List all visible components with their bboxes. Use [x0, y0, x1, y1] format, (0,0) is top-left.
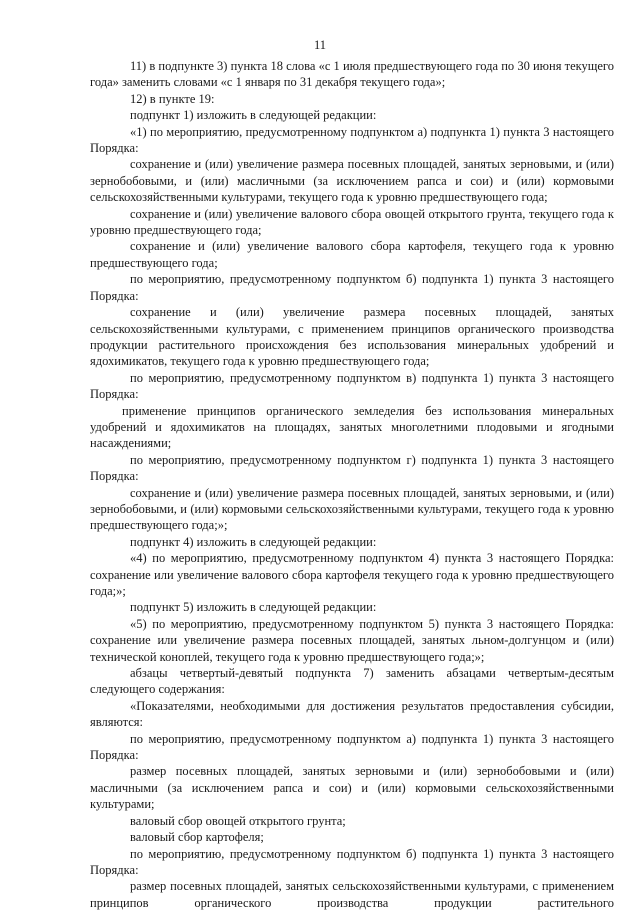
paragraph: абзацы четвертый-девятый подпункта 7) заменить абзацами четвертым-десятым следующего содержания:	[90, 666, 614, 697]
paragraph: по мероприятию, предусмотренному подпунктом б) подпункта 1) пункта 3 настоящего Порядка:	[90, 272, 614, 303]
paragraph: сохранение и (или) увеличение валового сбора овощей открытого грунта, текущего года к уровню предшествующего года;	[90, 206, 614, 238]
paragraph: подпункт 4) изложить в следующей редакции:	[130, 534, 377, 549]
paragraph: сохранение и (или) увеличение размера посевных площадей, занятых зерновыми, и (или) зернобобовыми, и (или) масличными (за исключением рапса и сои) и (или) кормовыми сельскохозяйственными культурами, текущего года к уровню предшествующего года;	[90, 157, 614, 205]
paragraph: по мероприятию, предусмотренному подпунктом в) подпункта 1) пункта 3 настоящего Порядка:	[90, 370, 614, 402]
paragraph: подпункт 1) изложить в следующей редакции:	[130, 108, 377, 123]
paragraph: подпункт 5) изложить в следующей редакции:	[130, 600, 377, 615]
paragraph: 12) в пункте 19:	[130, 91, 215, 106]
paragraph: «5) по мероприятию, предусмотренному подпунктом 5) пункта 3 настоящего Порядка: сохранение или увеличение размера посевных площадей, занятых льном-долгунцом и (или) технической коноплей, текущего года к уровню предшествующего года;»;	[90, 616, 614, 664]
paragraph: сохранение и (или) увеличение размера посевных площадей, занятых сельскохозяйственными культурами, с применением принципов органического производства продукции растительного происхождения без использования минеральных удобрений и ядохимикатов, текущего года к уровню предшествующего года;	[90, 305, 614, 369]
paragraph: размер посевных площадей, занятых зерновыми и (или) зернобобовыми и (или) масличными (за исключением рапса и сои) и (или) кормовыми сельскохозяйственными культурами;	[90, 764, 614, 812]
paragraph: применение принципов органического земледелия без использования минеральных удобрений и ядохимикатов на площадях, занятых многолетними плодовыми и ягодными насаждениями;	[90, 403, 614, 451]
paragraph: сохранение и (или) увеличение валового сбора картофеля, текущего года к уровню предшествующего года;	[90, 239, 614, 270]
document-body	[90, 58, 614, 911]
paragraph: «1) по мероприятию, предусмотренному подпунктом а) подпункта 1) пункта 3 настоящего Порядка:	[90, 124, 614, 156]
paragraph: по мероприятию, предусмотренному подпунктом г) подпункта 1) пункта 3 настоящего Порядка:	[90, 452, 614, 484]
paragraph: размер посевных площадей, занятых сельскохозяйственными культурами, с применением принципов органического производства продукции растительного	[90, 879, 614, 910]
paragraph: валовый сбор картофеля;	[130, 830, 264, 845]
paragraph: 11) в подпункте 3) пункта 18 слова «с 1 июля предшествующего года по 30 июня текущего года» заменить словами «с 1 января по 31 декабря текущего года»;	[90, 59, 614, 90]
paragraph: по мероприятию, предусмотренному подпунктом б) подпункта 1) пункта 3 настоящего Порядка:	[90, 846, 614, 877]
page-number: 11	[313, 38, 327, 52]
paragraph: по мероприятию, предусмотренному подпунктом а) подпункта 1) пункта 3 настоящего Порядка:	[90, 731, 614, 763]
paragraph: «Показателями, необходимыми для достижения результатов предоставления субсидии, являются:	[90, 698, 614, 730]
paragraph: валовый сбор овощей открытого грунта;	[130, 813, 346, 828]
paragraph: сохранение и (или) увеличение размера посевных площадей, занятых зерновыми, и (или) зернобобовыми, и (или) кормовыми сельскохозяйственными культурами, текущего года к уровню предшествующего года;»;	[90, 485, 614, 533]
paragraph: «4) по мероприятию, предусмотренному подпунктом 4) пункта 3 настоящего Порядка: сохранение или увеличение валового сбора картофеля текущего года к уровню предшествующего года;»;	[90, 551, 614, 598]
